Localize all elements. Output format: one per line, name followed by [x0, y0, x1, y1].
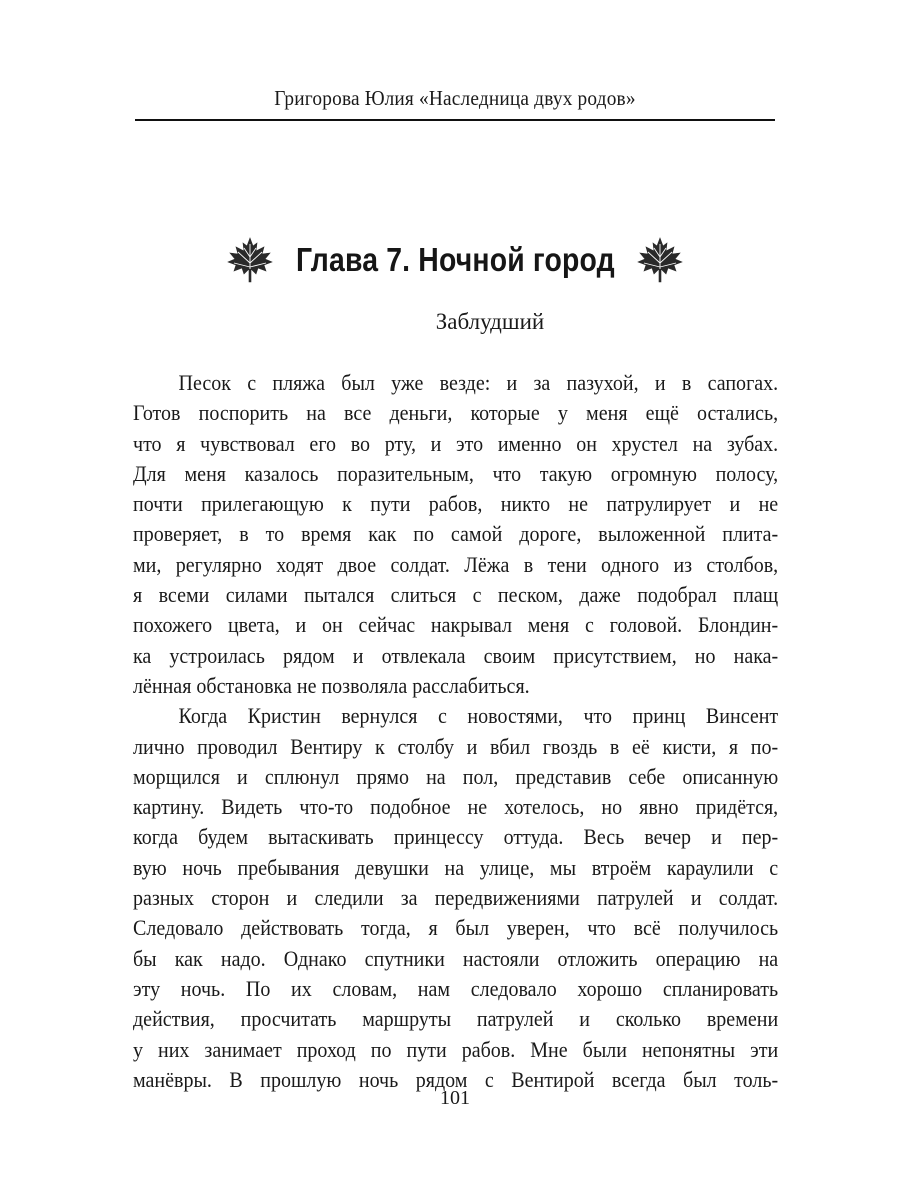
maple-leaf-icon — [222, 236, 278, 284]
text-line: проверяет, в то время как по самой дороге, выложенной плита- — [133, 521, 779, 547]
header-rule — [135, 119, 775, 121]
text-line: разных сторон и следили за передвижениями патрулей и солдат. — [133, 885, 779, 911]
text-line: бы как надо. Однако спутники настояли отложить операцию на — [133, 945, 779, 971]
section-subtitle: Заблудший — [435, 309, 545, 334]
text-line: картину. Видеть что-то подобное не хотелось, но явно придётся, — [133, 794, 779, 820]
text-line: манёвры. В прошлую ночь рядом с Вентирой всегда был толь- — [133, 1066, 779, 1092]
text-line: почти прилегающую к пути рабов, никто не патрулирует и не — [133, 491, 779, 517]
maple-leaf-icon — [632, 236, 688, 284]
chapter-heading — [135, 236, 775, 284]
text-line: лично проводил Вентиру к столбу и вбил гвоздь в её кисти, я по- — [133, 733, 779, 759]
text-line: вую ночь пребывания девушки на улице, мы втроём караулили с — [133, 854, 779, 880]
text-line: ми, регулярно ходят двое солдат. Лёжа в тени одного из столбов, — [133, 551, 779, 577]
text-line: ка устроилась рядом и отвлекала своим присутствием, но нака- — [133, 642, 779, 668]
text-line: эту ночь. По их словам, нам следовало хорошо спланировать — [133, 975, 779, 1001]
running-header: Григорова Юлия «Наследница двух родов» — [274, 86, 636, 110]
text-line: когда будем вытаскивать принцессу оттуда. Весь вечер и пер- — [133, 824, 779, 850]
text-line: Следовало действовать тогда, я был уверен, что всё получилось — [133, 915, 779, 941]
text-line: что я чувствовал его во рту, и это именно он хрустел на зубах. — [133, 430, 779, 456]
body-text — [133, 368, 778, 1095]
text-line: Готов поспорить на все деньги, которые у меня ещё остались, — [133, 400, 779, 426]
text-line: морщился и сплюнул прямо на пол, представив себе описанную — [133, 763, 779, 789]
text-line: лённая обстановка не позволяла расслабиться. — [133, 672, 530, 698]
text-line: у них занимает проход по пути рабов. Мне были непонятны эти — [133, 1036, 779, 1062]
text-line: Песок с пляжа был уже везде: и за пазухой, и в сапогах. — [178, 370, 779, 395]
text-line: Для меня казалось поразительным, что такую огромную полосу, — [133, 460, 779, 486]
text-line: Когда Кристин вернулся с новостями, что принц Винсент — [178, 703, 779, 729]
text-line: похожего цвета, и он сейчас накрывал меня с головой. Блондин- — [133, 612, 779, 638]
chapter-title: Глава 7. Ночной город — [295, 241, 615, 278]
page-number: 101 — [440, 1087, 470, 1109]
text-line: я всеми силами пытался слиться с песком, даже подобрал плащ — [133, 582, 779, 608]
text-line: действия, просчитать маршруты патрулей и сколько времени — [133, 1006, 779, 1032]
